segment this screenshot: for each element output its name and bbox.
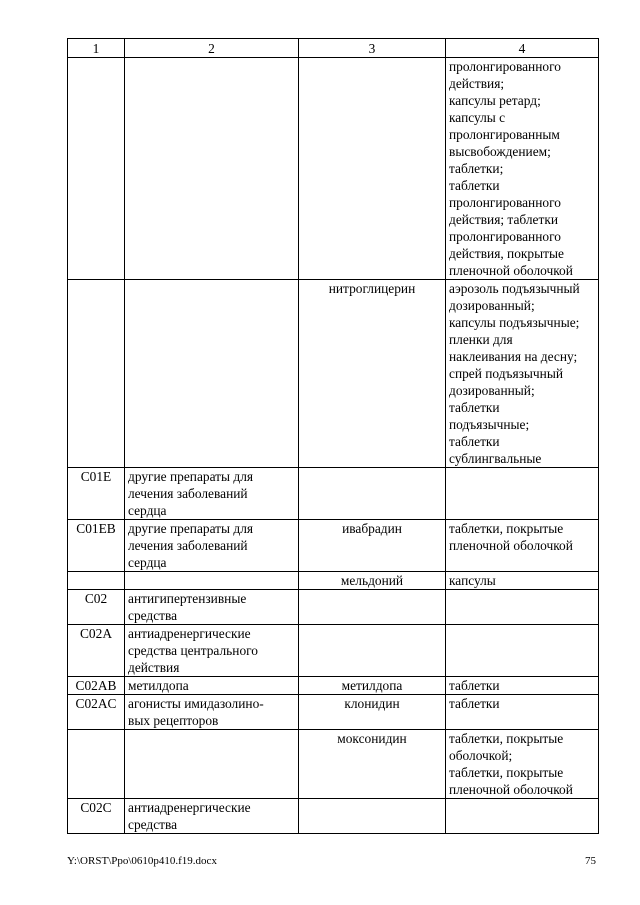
drug-name-cell: клонидин: [299, 695, 446, 730]
dosage-forms-cell: таблетки: [446, 677, 599, 695]
atc-code-cell: C01E: [68, 468, 125, 520]
table-row: [68, 625, 599, 677]
atc-code-cell: [68, 58, 125, 280]
table-row: [68, 58, 599, 280]
table-row: [68, 590, 599, 625]
group-name-cell: антиадренергические средства центрального действия: [125, 625, 299, 677]
drug-name-cell: моксонидин: [299, 730, 446, 799]
table-row: [68, 468, 599, 520]
drug-name-cell: мельдоний: [299, 572, 446, 590]
drug-table: [67, 38, 599, 834]
dosage-forms-cell: аэрозоль подъязычный дозированный; капсулы подъязычные; пленки для наклеивания на десну; спрей подъязычный дозированный; таблетки подъязычные; таблетки сублингвальные: [446, 280, 599, 468]
drug-name-cell: [299, 468, 446, 520]
dosage-forms-cell: капсулы: [446, 572, 599, 590]
group-name-cell: [125, 572, 299, 590]
table-row: [68, 280, 599, 468]
atc-code-cell: C02AC: [68, 695, 125, 730]
atc-code-cell: [68, 280, 125, 468]
dosage-forms-cell: таблетки, покрытые пленочной оболочкой: [446, 520, 599, 572]
dosage-forms-cell: [446, 625, 599, 677]
table-row: [68, 572, 599, 590]
atc-code-cell: C02: [68, 590, 125, 625]
group-name-cell: [125, 280, 299, 468]
atc-code-cell: [68, 572, 125, 590]
drug-name-cell: [299, 625, 446, 677]
group-name-cell: антиадренергические средства: [125, 799, 299, 834]
column-header: 4: [446, 39, 599, 58]
group-name-cell: [125, 58, 299, 280]
dosage-forms-cell: таблетки: [446, 695, 599, 730]
group-name-cell: [125, 730, 299, 799]
dosage-forms-cell: [446, 590, 599, 625]
header-row: [68, 39, 599, 58]
group-name-cell: другие препараты для лечения заболеваний сердца: [125, 468, 299, 520]
drug-name-cell: метилдопа: [299, 677, 446, 695]
column-header: 2: [125, 39, 299, 58]
table-row: [68, 520, 599, 572]
atc-code-cell: C01EB: [68, 520, 125, 572]
drug-name-cell: ивабрадин: [299, 520, 446, 572]
drug-name-cell: нитроглицерин: [299, 280, 446, 468]
dosage-forms-cell: таблетки, покрытые оболочкой; таблетки, покрытые пленочной оболочкой: [446, 730, 599, 799]
file-path: Y:\ORST\Ppo\0610p410.f19.docx: [67, 855, 217, 867]
table-body: [68, 58, 599, 834]
dosage-forms-cell: [446, 799, 599, 834]
atc-code-cell: C02C: [68, 799, 125, 834]
atc-code-cell: C02A: [68, 625, 125, 677]
group-name-cell: антигипертензивные средства: [125, 590, 299, 625]
page-number: 75: [585, 855, 596, 867]
group-name-cell: другие препараты для лечения заболеваний сердца: [125, 520, 299, 572]
dosage-forms-cell: пролонгированного действия; капсулы ретард; капсулы с пролонгированным высвобождением; таблетки; таблетки пролонгированного действия; таблетки пролонгированного действия, покрытые пленочной оболочкой: [446, 58, 599, 280]
dosage-forms-cell: [446, 468, 599, 520]
atc-code-cell: C02AB: [68, 677, 125, 695]
group-name-cell: агонисты имидазолино- вых рецепторов: [125, 695, 299, 730]
column-header: 1: [68, 39, 125, 58]
drug-name-cell: [299, 590, 446, 625]
column-header: 3: [299, 39, 446, 58]
group-name-cell: метилдопа: [125, 677, 299, 695]
table-row: [68, 730, 599, 799]
drug-name-cell: [299, 58, 446, 280]
table-row: [68, 799, 599, 834]
table-row: [68, 677, 599, 695]
drug-name-cell: [299, 799, 446, 834]
drug-table-container: [67, 38, 599, 834]
atc-code-cell: [68, 730, 125, 799]
table-row: [68, 695, 599, 730]
